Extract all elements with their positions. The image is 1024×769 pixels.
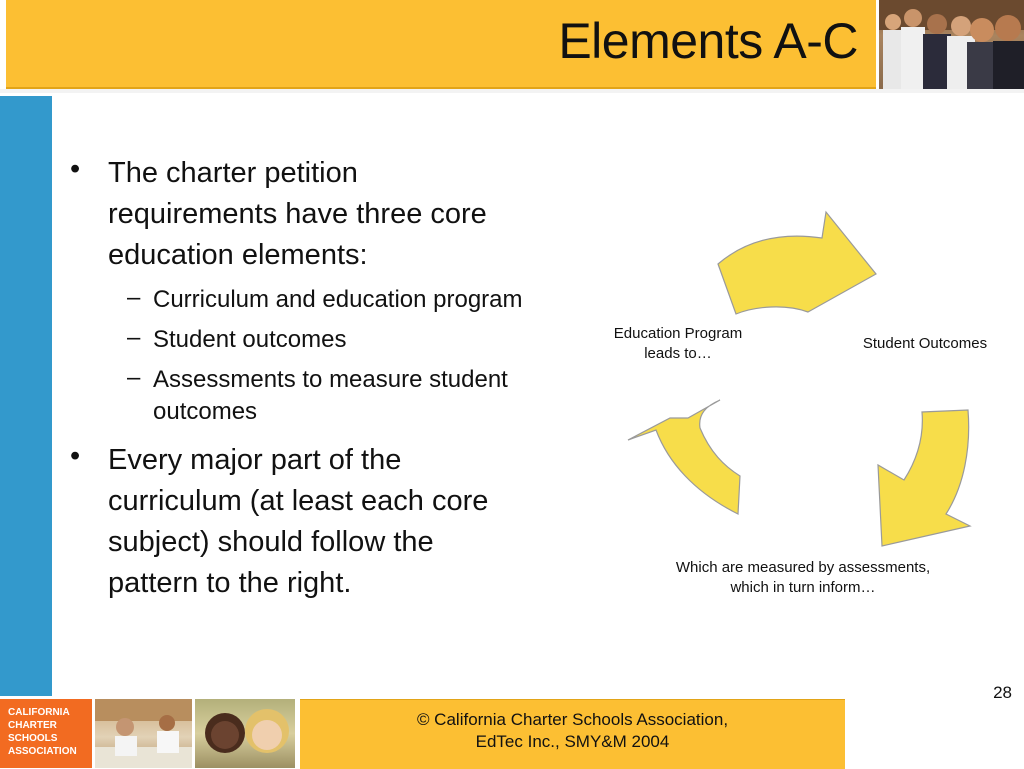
label-education-program xyxy=(588,324,768,364)
cycle-arrow-right xyxy=(878,410,970,546)
classroom-photo-image xyxy=(95,699,192,768)
footer-copyright xyxy=(300,709,845,753)
sub-bullet-marker: – xyxy=(127,284,141,311)
left-accent-strip xyxy=(0,96,52,696)
children-photo-image xyxy=(879,0,1024,89)
logo-text-line: ASSOCIATION xyxy=(8,746,77,757)
bullet-marker: • xyxy=(70,440,81,472)
logo-text-line: CALIFORNIA xyxy=(8,707,70,718)
sub-bullet-line: Curriculum and education program xyxy=(153,286,523,313)
sub-bullet-item xyxy=(70,364,600,428)
bullet-item xyxy=(70,440,600,604)
bullet-line: subject) should follow the xyxy=(108,526,434,558)
ccsa-logo xyxy=(0,699,92,768)
bullet-line: The charter petition xyxy=(108,157,358,189)
label-line: leads to… xyxy=(644,345,712,362)
sub-bullet-line: Assessments to measure student xyxy=(153,366,508,393)
bullet-line: Every major part of the xyxy=(108,444,402,476)
girls-photo-image xyxy=(195,699,295,768)
sub-bullet-marker: – xyxy=(127,324,141,351)
label-line: which in turn inform… xyxy=(730,579,876,596)
sub-bullet-marker: – xyxy=(127,364,141,391)
bullet-line: requirements have three core xyxy=(108,198,487,230)
bullet-line: pattern to the right. xyxy=(108,567,352,599)
sub-bullet-line: outcomes xyxy=(153,398,258,425)
logo-text-line: CHARTER xyxy=(8,720,57,731)
label-line: Education Program xyxy=(613,325,743,342)
cycle-arrow-left xyxy=(628,400,740,514)
cycle-diagram xyxy=(596,200,1016,620)
logo-text-line: SCHOOLS xyxy=(8,733,58,744)
footer-photo-classroom xyxy=(95,699,192,768)
sub-bullet-item xyxy=(70,324,600,356)
footer-copyright-box xyxy=(300,699,845,769)
sub-bullet-line: Student outcomes xyxy=(153,326,347,353)
label-student-outcomes: Student Outcomes xyxy=(862,335,988,352)
sub-bullet-item xyxy=(70,284,600,316)
bullet-line: education elements: xyxy=(108,239,368,271)
label-line: Which are measured by assessments, xyxy=(675,559,931,576)
slide-title: Elements A-C xyxy=(558,13,858,69)
cycle-arrow-top xyxy=(718,212,876,314)
header-divider xyxy=(0,89,1024,93)
bullet-item xyxy=(70,153,600,276)
bullet-list xyxy=(70,153,600,604)
copyright-line: © California Charter Schools Association, xyxy=(416,710,729,729)
header-photo-children xyxy=(879,0,1024,89)
title-bar xyxy=(6,0,876,89)
label-assessments xyxy=(648,558,958,598)
page-number: 28 xyxy=(993,683,1012,702)
footer-photo-girls xyxy=(195,699,295,768)
bullet-line: curriculum (at least each core xyxy=(108,485,489,517)
copyright-line: EdTec Inc., SMY&M 2004 xyxy=(475,732,670,751)
bullet-marker: • xyxy=(70,153,81,185)
